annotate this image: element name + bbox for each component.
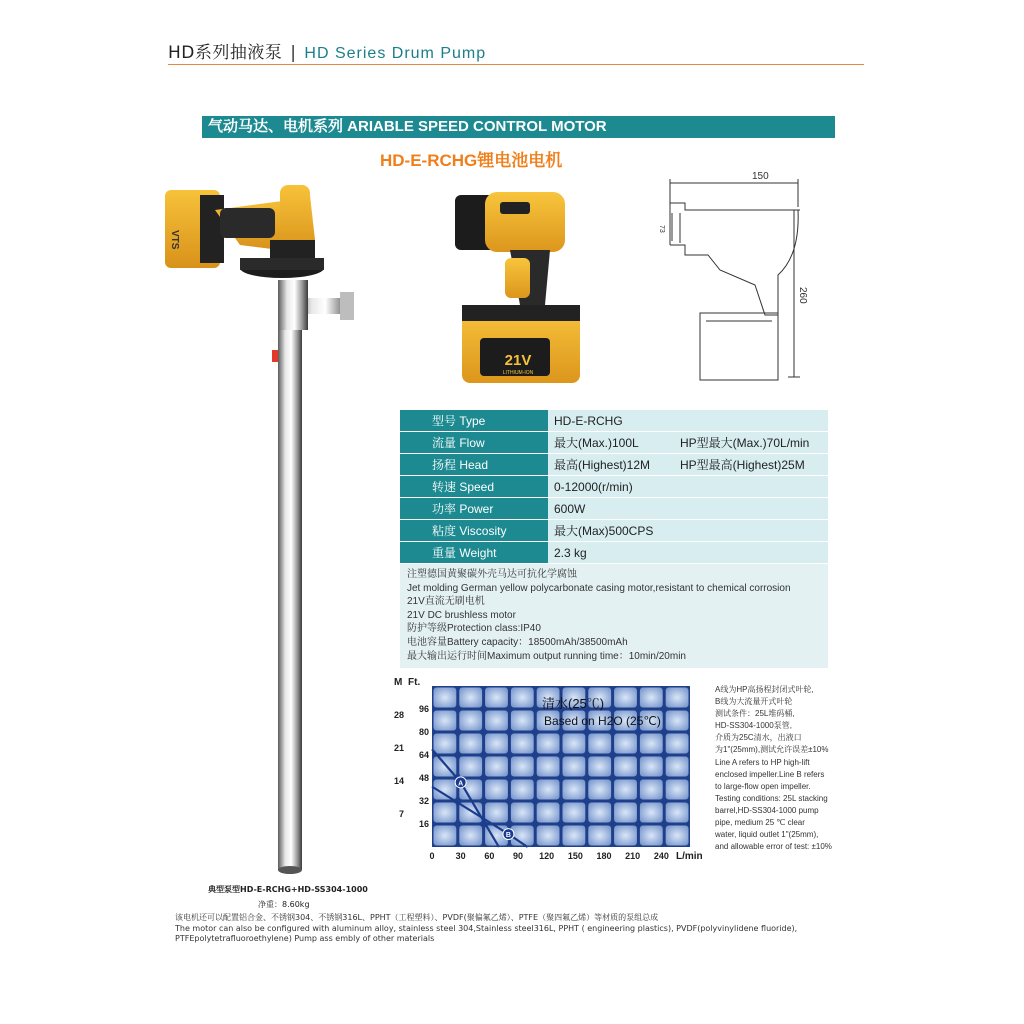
- note-line: 电池容量Battery capacity：18500mAh/38500mAh: [407, 636, 628, 648]
- chart-grid-cell: [511, 688, 534, 708]
- chart-grid-cell: [588, 757, 611, 777]
- battery-sublabel: LITHIUM-ION: [502, 370, 534, 376]
- curve-note-line: barrel,HD-SS304-1000 pump: [715, 805, 819, 815]
- dim-small: 73: [658, 225, 665, 233]
- chart-grid-cell: [511, 803, 534, 823]
- curve-note-line: 为1"(25mm),测试允许误差±10%: [715, 745, 829, 755]
- spec-row-flow: [400, 432, 828, 454]
- chart-ylabel-ft: Ft.: [408, 677, 421, 688]
- footnote: [175, 913, 797, 945]
- chart-grid-cell: [563, 734, 586, 754]
- model-heading: HD-E-RCHG锂电池电机: [380, 151, 563, 170]
- spec-value: 最高(Highest)12M HP型最高(Highest)25M: [548, 454, 828, 476]
- spec-value: HD-E-RCHG: [548, 410, 828, 432]
- spec-label: 功率 Power: [400, 498, 548, 520]
- title-cn: HD系列抽液泵: [168, 43, 283, 63]
- chart-grid-cell: [459, 757, 482, 777]
- spec-label: 转速 Speed: [400, 476, 548, 498]
- dimension-drawing: [660, 165, 820, 390]
- chart-grid-cell: [485, 780, 508, 800]
- chart-grid-cell: [511, 734, 534, 754]
- typical-model-caption: 典型泵型HD-E-RCHG+HD-SS304-1000: [208, 885, 368, 894]
- chart-grid-cell: [485, 803, 508, 823]
- spec-value: 0-12000(r/min): [548, 476, 828, 498]
- curve-note-line: pipe, medium 25 ℃ clear: [715, 818, 805, 828]
- chart-xlabel: L/min: [676, 851, 703, 862]
- curve-note-line: B线为大流量开式叶轮: [715, 697, 793, 707]
- chart-ylabel-m: M: [394, 677, 403, 688]
- chart-y-tick-label-ft: 48: [418, 773, 429, 783]
- note-line: 最大输出运行时间Maximum output running time：10min/20min: [407, 650, 686, 662]
- spec-value: 2.3 kg: [548, 542, 828, 564]
- chart-grid-cell: [640, 826, 663, 846]
- spec-row-power: [400, 498, 828, 520]
- title-rule: [168, 64, 864, 65]
- chart-x-tick-label: 30: [455, 851, 466, 861]
- curve-note-line: HD-SS304-1000泵管,: [715, 721, 792, 731]
- chart-grid-cell: [666, 734, 689, 754]
- performance-chart: [380, 672, 710, 867]
- spec-table: [400, 410, 828, 668]
- curve-note-line: Testing conditions: 25L stacking: [715, 793, 828, 803]
- motor-photo: [450, 180, 590, 385]
- chart-grid-cell: [563, 757, 586, 777]
- section-band: 气动马达、电机系列 ARIABLE SPEED CONTROL MOTOR: [202, 116, 835, 138]
- chart-grid-cell: [614, 688, 637, 708]
- chart-grid-cell: [485, 688, 508, 708]
- spec-row-weight: [400, 542, 828, 564]
- curve-note-line: Line A refers to HP high-lift: [715, 757, 810, 767]
- chart-grid-cell: [485, 734, 508, 754]
- chart-x-tick-label: 0: [429, 851, 435, 861]
- chart-grid-cell: [459, 711, 482, 731]
- dim-height: 260: [797, 287, 808, 304]
- chart-x-tick-label: 90: [512, 851, 524, 861]
- spec-row-speed: [400, 476, 828, 498]
- chart-grid-cell: [485, 711, 508, 731]
- curve-note-line: enclosed impeller.Line B refers: [715, 769, 825, 779]
- spec-label: 流量 Flow: [400, 432, 548, 454]
- chart-grid-cell: [537, 780, 560, 800]
- chart-grid-cell: [563, 780, 586, 800]
- chart-grid-cell: [563, 803, 586, 823]
- chart-grid-cell: [459, 688, 482, 708]
- chart-y-tick-label-ft: 96: [418, 704, 429, 714]
- spec-label: 重量 Weight: [400, 542, 548, 564]
- chart-series-label-A: A: [458, 780, 464, 788]
- chart-y-tick-label-m: 21: [393, 742, 404, 753]
- chart-subtitle: Based on H2O (25℃): [544, 714, 661, 728]
- pump-assembly-image: [160, 180, 370, 880]
- curve-note-line: to large-flow open impeller.: [715, 781, 811, 791]
- chart-grid-cell: [537, 803, 560, 823]
- curve-note-line: water, liquid outlet 1"(25mm),: [715, 830, 819, 840]
- battery-label: 21V: [504, 352, 532, 369]
- spec-value: 600W: [548, 498, 828, 520]
- net-weight-caption: 净重：8.60kg: [258, 900, 310, 909]
- chart-grid-cell: [537, 757, 560, 777]
- chart-grid-cell: [640, 780, 663, 800]
- chart-grid-cell: [588, 803, 611, 823]
- chart-grid-cell: [666, 757, 689, 777]
- chart-grid-cell: [511, 711, 534, 731]
- note-line: Jet molding German yellow polycarbonate casing motor,resistant to chemical corrosion: [407, 582, 791, 594]
- page-title: [168, 38, 486, 63]
- chart-x-tick-label: 150: [567, 851, 583, 861]
- chart-grid-cell: [434, 688, 457, 708]
- curve-note-line: A线为HP高扬程封闭式叶轮,: [715, 685, 814, 694]
- chart-grid-cell: [614, 734, 637, 754]
- chart-x-tick-label: 180: [596, 851, 612, 861]
- chart-grid-cell: [485, 757, 508, 777]
- chart-grid-cell: [537, 826, 560, 846]
- note-line: 21V直流无刷电机: [407, 596, 485, 608]
- chart-grid-cell: [640, 803, 663, 823]
- brand-label: VTS: [169, 230, 180, 250]
- chart-grid-cell: [588, 734, 611, 754]
- chart-y-tick-label-ft: 32: [418, 796, 429, 806]
- chart-grid-cell: [614, 826, 637, 846]
- chart-grid-cell: [614, 757, 637, 777]
- chart-grid-cell: [666, 780, 689, 800]
- note-line: 21V DC brushless motor: [407, 609, 516, 621]
- footnote-line: The motor can also be configured with aluminum alloy, stainless steel 304,Stainless steel316L, PPHT ( engineering plastics), PVDF(polyvinylidene fluoride),: [175, 923, 798, 933]
- chart-series-label-B: B: [505, 832, 511, 840]
- title-separator: |: [290, 43, 297, 63]
- curve-notes: [715, 684, 855, 853]
- chart-grid-cell: [459, 826, 482, 846]
- chart-grid-cell: [640, 688, 663, 708]
- spec-row-type: [400, 410, 828, 432]
- chart-grid-cell: [666, 826, 689, 846]
- footnote-line: PTFEpolytetrafluoroethylene) Pump ass embly of other materials: [175, 934, 435, 943]
- chart-grid-cell: [434, 734, 457, 754]
- footnote-line: 该电机还可以配置铝合金、不锈钢304、不锈钢316L、PPHT（工程塑料）、PVDF(聚偏氟乙烯）、PTFE（聚四氟乙烯）等材质的泵组总成: [175, 913, 659, 922]
- note-line: 注塑德国黄聚碳外壳马达可抗化学腐蚀: [407, 569, 577, 580]
- chart-title: 清水(25℃): [542, 696, 605, 711]
- chart-grid-cell: [537, 734, 560, 754]
- chart-x-tick-label: 210: [625, 851, 641, 861]
- chart-grid-cell: [511, 757, 534, 777]
- note-line: 防护等级Protection class:IP40: [407, 623, 541, 635]
- spec-row-head: [400, 454, 828, 476]
- chart-grid-cell: [640, 757, 663, 777]
- chart-grid-cell: [588, 826, 611, 846]
- spec-label: 粘度 Viscosity: [400, 520, 548, 542]
- chart-grid-cell: [434, 711, 457, 731]
- chart-grid-cell: [563, 826, 586, 846]
- chart-y-tick-label-m: 14: [393, 775, 404, 786]
- chart-x-tick-label: 240: [653, 851, 669, 861]
- curve-note-line: 介质为25C清水，出液口: [715, 733, 802, 743]
- chart-x-tick-label: 60: [484, 851, 495, 861]
- chart-grid-cell: [459, 734, 482, 754]
- chart-y-tick-label-ft: 80: [418, 727, 429, 737]
- spec-label: 型号 Type: [400, 410, 548, 432]
- chart-grid-cell: [434, 826, 457, 846]
- curve-note-line: and allowable error of test: ±10%: [715, 842, 832, 852]
- spec-notes: [400, 564, 828, 668]
- chart-grid-cell: [614, 803, 637, 823]
- spec-row-viscosity: [400, 520, 828, 542]
- chart-y-tick-label-m: 28: [393, 709, 404, 720]
- chart-y-tick-label-m: 7: [398, 808, 404, 819]
- chart-y-tick-label-ft: 64: [418, 750, 429, 760]
- title-en: HD Series Drum Pump: [304, 45, 487, 62]
- chart-grid-cell: [434, 803, 457, 823]
- dim-width: 150: [752, 171, 769, 182]
- chart-grid-cell: [640, 734, 663, 754]
- spec-label: 扬程 Head: [400, 454, 548, 476]
- chart-grid-cell: [511, 780, 534, 800]
- chart-grid-cell: [666, 803, 689, 823]
- chart-grid-cell: [666, 688, 689, 708]
- chart-y-tick-label-ft: 16: [418, 819, 429, 829]
- chart-grid-cell: [614, 780, 637, 800]
- spec-value: 最大(Max)500CPS: [548, 520, 828, 542]
- curve-note-line: 测试条件：25L堆码桶,: [715, 709, 795, 719]
- chart-grid-cell: [666, 711, 689, 731]
- chart-grid-cell: [588, 780, 611, 800]
- spec-value: 最大(Max.)100L HP型最大(Max.)70L/min: [548, 432, 828, 454]
- chart-x-tick-label: 120: [539, 851, 555, 861]
